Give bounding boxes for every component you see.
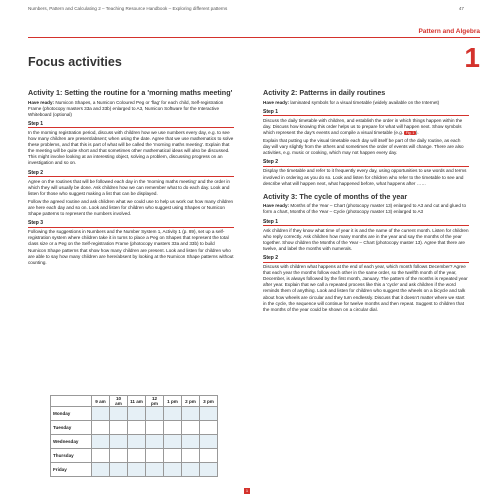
timetable-cell (200, 449, 218, 463)
activity1-title: Activity 1: Setting the routine for a 'morning maths meeting' (28, 88, 233, 97)
timetable-cell (110, 435, 128, 449)
activity1-needs (28, 100, 234, 118)
needs-label: Have ready: (263, 99, 290, 105)
activity2-step2-text: Display the timetable and refer to it frequently every day, using opportunities to use words and terms involved in ordering as you do so. Look and listen for children who refer to the timetable to see and describe what will happen next, what happened before, what happens after …… (263, 168, 467, 186)
needs-label: Have ready: (28, 99, 55, 105)
day-label: Wednesday (51, 435, 92, 449)
timetable-figure (50, 395, 218, 477)
activity2-step2-label: Step 2 (263, 159, 469, 167)
timetable-cell (110, 449, 128, 463)
activity1-step1-label: Step 1 (28, 121, 234, 129)
timetable-cell (110, 463, 128, 477)
activity3-step1-label: Step 1 (263, 219, 469, 227)
needs-label: Have ready: (263, 203, 290, 209)
step1-text-b: ). (415, 129, 419, 135)
time-header: 10 am (110, 396, 128, 407)
page-title: Focus activities (28, 55, 122, 69)
needs-text: Numicon Shapes, a Numicon Coloured Peg or 'flag' for each child, Self-registration Frame (photocopy masters 33a and 33b) enlarged to A3, Numicon Software for the Interactive Whiteboard (optional) (28, 99, 224, 117)
time-header: 3 pm (200, 396, 218, 407)
activity2-title: Activity 2: Patterns in daily routines (263, 88, 386, 97)
timetable-cell (146, 421, 164, 435)
activity3-step1-text: Ask children if they know what time of year it is and the name of the current month. Listen for children who reply correctly. Ask children how many months are in the year and say the months of the year together. Show children the Months of the Year – Chart (photocopy master 13). Agree that there are twelve, and label the months with numerals. (263, 227, 469, 251)
timetable-cell (200, 407, 218, 421)
right-column (263, 89, 469, 315)
activity2-step1-text-c: Explain that putting up the visual timetable each day will itself be part of the daily routine, as each day will vary slightly from the others and sometimes the order of events will change. There are also activities, e.g. music or cooking, which may not happen every day. (263, 138, 464, 156)
timetable-cell (182, 421, 200, 435)
day-label: Friday (51, 463, 92, 477)
timetable-cell (92, 421, 110, 435)
timetable-cell (146, 407, 164, 421)
day-label: Thursday (51, 449, 92, 463)
chapter-number: 1 (464, 42, 480, 73)
activity3-needs (263, 203, 469, 215)
activity2-needs (263, 100, 469, 106)
time-header: 2 pm (182, 396, 200, 407)
timetable-cell (128, 463, 146, 477)
time-header: 9 am (92, 396, 110, 407)
timetable-cell (182, 463, 200, 477)
timetable-cell (128, 435, 146, 449)
timetable-cell (200, 463, 218, 477)
needs-text: Months of the Year – Chart (photocopy master 13) enlarged to A3 and cut and glued to form a chart, Months of the Year – Cycle (photocopy master 13) enlarged to A3 (263, 203, 467, 215)
activity3-step2-label: Step 2 (263, 255, 469, 263)
running-title: Numbers, Pattern and Calculating 2 – Teaching Resource Handbook – Exploring different patterns (28, 6, 228, 11)
timetable-cell (92, 463, 110, 477)
day-label: Monday (51, 407, 92, 421)
timetable-cell (92, 435, 110, 449)
timetable-cell (128, 421, 146, 435)
timetable-cell (128, 407, 146, 421)
timetable-row (51, 449, 218, 463)
time-header: 11 am (128, 396, 146, 407)
timetable-row (51, 407, 218, 421)
timetable-cell (182, 407, 200, 421)
running-header (28, 6, 464, 11)
timetable-cell (128, 449, 146, 463)
activity1-step3-text: Following the suggestions in Numbers and the Number System 1, Activity 1 (p. 89), set up a self-registration system where children take it in turns to place a Peg on Shapes that represent the total class size or a Peg on the Self-registration Frame (photocopy masters 33a and 33b) to build Numicon Shape patterns that show how many children are present. Look and listen for children who are able to say how many children are here/absent by looking at the Numicon Shape patterns without counting. (28, 229, 234, 265)
figure-tag: Fig. 1 (405, 130, 415, 135)
timetable-cell (146, 435, 164, 449)
timetable-cell (164, 407, 182, 421)
activity2-step1-text (263, 118, 469, 136)
timetable-row (51, 435, 218, 449)
activity3-title: Activity 3: The cycle of months of the year (263, 191, 408, 201)
timetable-header-row (51, 396, 218, 407)
timetable-cell (164, 449, 182, 463)
time-header: 1 pm (164, 396, 182, 407)
timetable-row (51, 421, 218, 435)
needs-text: laminated symbols for a visual timetable (widely available on the Internet) (290, 99, 440, 105)
timetable-cell (110, 407, 128, 421)
timetable-corner (51, 396, 92, 407)
left-column (28, 89, 234, 268)
activity1-step3-label: Step 3 (28, 220, 234, 228)
activity1-step2-text-a: Agree on the routines that will be followed each day in the 'morning maths meeting' and the order in which they will usually be done. Ask children how we can remember what to do each day. Look and listen for those who suggest making a list that can be displayed. (28, 178, 230, 196)
timetable-cell (164, 463, 182, 477)
timetable-cell (92, 407, 110, 421)
section-rule (28, 37, 480, 38)
step1-text-a: Discuss the daily timetable with children, and establish the order in which things happen within the day. Discuss how knowing this order helps us to prepare for what will happen next. Show symbols which represent the day's events and compile a visual timetable (e.g. (263, 117, 463, 135)
timetable-cell (182, 449, 200, 463)
timetable-cell (146, 463, 164, 477)
activity1-step2-text-b: Follow the agreed routine and ask children what we could use to help us work out how many children are here each day and so on. Look and listen for children who suggest using Shapes or Numicon Shape patterns to represent the numbers involved. (28, 198, 234, 217)
timetable-cell (164, 435, 182, 449)
activity3-step2-text: Discuss with children what happens at the end of each year, which month follows December? Agree that each year the months follow each other in the same order, so the twelfth month of the year, December, is always followed by the first month, January. The pattern of the months is repeated year after year. Explain that we call a repeated process like this a 'cycle' and ask children if the word reminds them of anything. Look and listen for children who suggest the wheels on a bicycle and talk about how wheels are circular and they turn endlessly. Discuss that it doesn't matter where we start in the cycle, the sequence will continue for twelve months and then repeat. Suggest to children that the months of the year could be shown on a circular dial. (263, 264, 468, 312)
activity1-step1-text: In the morning registration period, discuss with children how we use numbers every day, e.g. to see how many children are present/absent; when using the date. Agree that we use mathematics to solve these problems, and that this is part of what will be called the 'morning maths meeting'. Explain that the meeting will be quite short and that sometimes other mathematical ideas will also be discussed. This might involve looking at an interesting object, solving a problem, discussing progress on an investigation and so on. (28, 129, 234, 166)
timetable-row (51, 463, 218, 477)
timetable-cell (110, 421, 128, 435)
timetable-cell (146, 449, 164, 463)
time-header: 12 pm (146, 396, 164, 407)
timetable-cell (164, 421, 182, 435)
timetable-cell (200, 435, 218, 449)
timetable-cell (200, 421, 218, 435)
footer-mark: 1 (245, 488, 249, 493)
activity1-step2-label: Step 2 (28, 170, 234, 178)
activity2-step1-label: Step 1 (263, 109, 469, 117)
day-label: Tuesday (51, 421, 92, 435)
timetable-cell (182, 435, 200, 449)
page-number: 47 (458, 6, 464, 11)
timetable-cell (92, 449, 110, 463)
section-label: Pattern and Algebra (418, 28, 480, 35)
